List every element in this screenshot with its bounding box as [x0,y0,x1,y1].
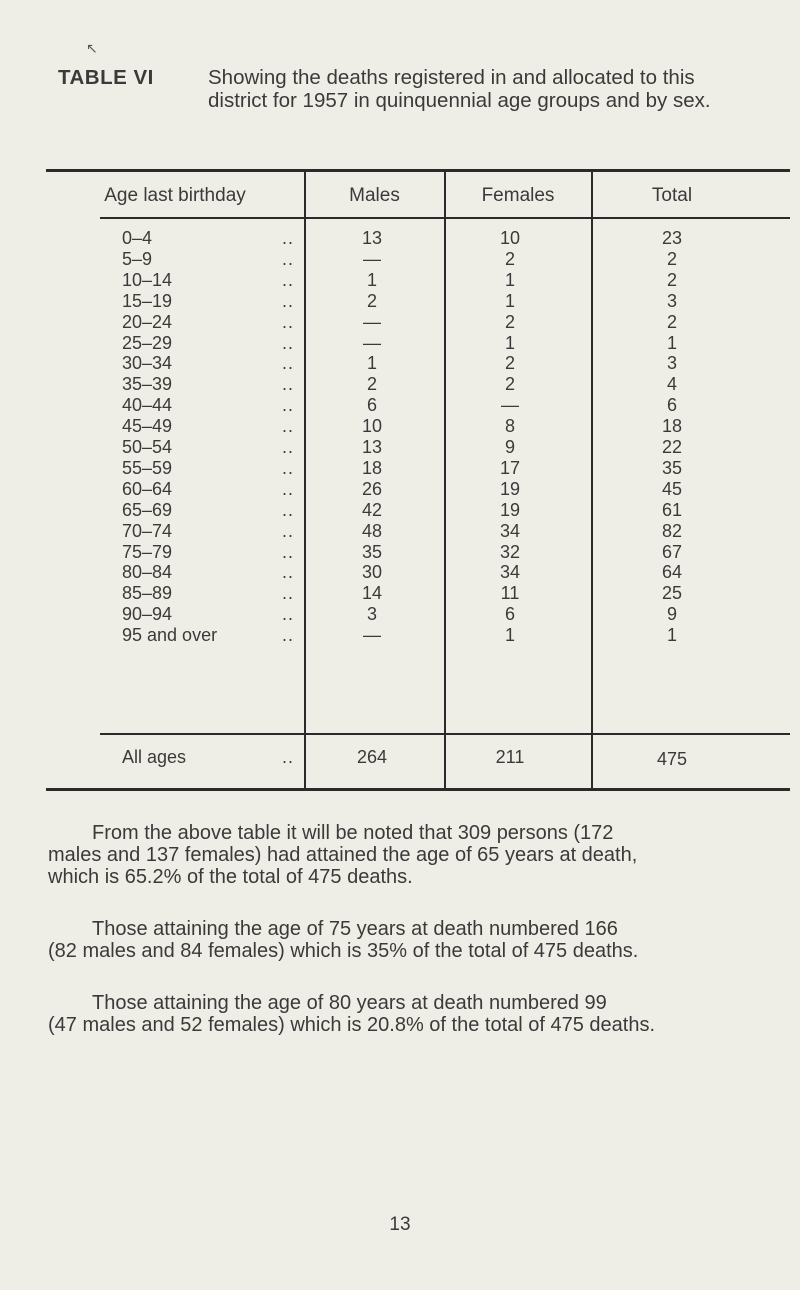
leader-dots: .. [282,478,295,499]
males-cell: 1 [366,353,377,374]
total-cell: 67 [661,541,683,562]
females-cell: 1 [504,625,515,646]
leader-dots: .. [282,625,295,646]
females-cell: 2 [504,353,515,374]
column-header-males: Males [349,185,400,206]
summary-paragraph [48,918,738,962]
paragraph-line: Those attaining the age of 80 years at death numbered 99 [92,992,607,1014]
age-group-cell: 35–39 [122,374,173,395]
age-group-cell: 95 and over [122,625,218,646]
total-cell: 35 [661,457,683,478]
table-label: TABLE VI [58,66,154,89]
males-cell: 6 [366,395,377,416]
total-cell: 61 [661,499,683,520]
females-cell: 9 [504,437,515,457]
leader-dots: .. [282,562,295,583]
males-cell: 13 [361,228,383,248]
column-divider [304,171,306,789]
paragraph-line: which is 65.2% of the total of 475 deaths. [48,866,413,888]
males-cell: — [363,311,381,332]
paragraph-line: males and 137 females) had attained the age of 65 years at death, [48,844,638,866]
leader-dots: .. [282,269,295,290]
males-cell: 3 [366,604,377,625]
total-cell: 23 [661,228,683,248]
males-cell: 18 [361,457,383,478]
leader-dots: .. [282,520,295,541]
males-cell: 42 [361,499,383,520]
age-group-cell: 40–44 [122,395,173,416]
age-group-cell: 65–69 [122,499,173,520]
paragraph-line: From the above table it will be noted that 309 persons (172 [92,822,614,844]
leader-dots: .. [282,311,295,332]
total-cell: 2 [666,311,677,332]
total-all: 475 [656,749,688,769]
total-cell: 9 [666,604,677,625]
age-group-cell: 75–79 [122,541,173,562]
males-cell: 10 [361,416,383,437]
leader-dots: .. [282,583,295,604]
age-group-cell: 45–49 [122,416,173,437]
leader-dots: .. [282,248,295,269]
age-group-cell: 60–64 [122,478,173,499]
table-bottom-rule [46,788,790,791]
total-cell: 1 [666,332,677,353]
leader-dots: .. [282,332,295,353]
corner-mark: ↖ [86,40,98,56]
paragraph-line: Those attaining the age of 75 years at death numbered 166 [92,918,618,940]
age-group-cell: 15–19 [122,290,173,311]
total-cell: 3 [666,353,677,374]
age-group-cell: 0–4 [122,228,153,248]
females-cell: 6 [504,604,515,625]
leader-dots: .. [282,541,295,562]
males-cell: 1 [366,269,377,290]
total-cell: 22 [661,437,683,457]
total-cell: 2 [666,269,677,290]
leader-dots: .. [282,437,295,457]
leader-dots: .. [282,374,295,395]
males-cell: 35 [361,541,383,562]
table-top-rule [46,169,790,172]
total-females: 211 [495,747,525,767]
leader-dots: .. [282,395,295,416]
age-group-cell: 20–24 [122,311,173,332]
leader-dots: .. [282,416,295,437]
females-cell: 2 [504,311,515,332]
leader-dots: .. [282,290,295,311]
leader-dots: .. [282,457,295,478]
age-group-cell: 30–34 [122,353,173,374]
males-cell: 14 [361,583,383,604]
column-divider [444,171,446,789]
total-cell: 6 [666,395,677,416]
total-cell: 25 [661,583,683,604]
females-cell: 34 [499,562,521,583]
females-cell: 19 [499,478,521,499]
age-group-cell: 70–74 [122,520,173,541]
age-group-cell: 90–94 [122,604,173,625]
females-cell: 1 [504,332,515,353]
column-header-age: Age last birthday [104,185,246,206]
males-cell: 13 [361,437,383,457]
paragraph-line: (82 males and 84 females) which is 35% of the total of 475 deaths. [48,940,639,962]
total-cell: 2 [666,248,677,269]
females-cell: 1 [504,290,515,311]
females-cell: 32 [499,541,521,562]
age-group-cell: 50–54 [122,437,173,457]
age-group-cell: 10–14 [122,269,173,290]
summary-paragraph [48,822,738,888]
total-cell: 45 [661,478,683,499]
females-cell: 2 [504,374,515,395]
males-cell: 48 [361,520,383,541]
leader-dots: .. [282,228,295,248]
summary-paragraph [48,992,738,1036]
females-cell: 10 [499,228,521,248]
paragraph-line: (47 males and 52 females) which is 20.8% of the total of 475 deaths. [48,1014,656,1036]
males-cell: 26 [361,478,383,499]
males-cell: 30 [361,562,383,583]
leader-dots: .. [282,353,295,374]
total-cell: 82 [661,520,683,541]
total-cell: 4 [666,374,677,395]
males-cell: 2 [366,290,377,311]
table-description: Showing the deaths registered in and allocated to this district for 1957 in quinquennial age groups and by sex. [208,66,711,112]
females-cell: 17 [499,457,521,478]
males-cell: — [363,332,381,353]
females-cell: 1 [504,269,515,290]
age-group-cell: 55–59 [122,457,173,478]
totals-label: All ages [122,747,187,767]
leader-dots: .. [282,499,295,520]
total-males: 264 [356,747,388,767]
females-cell: 2 [504,248,515,269]
age-group-cell: 85–89 [122,583,173,604]
total-cell: 18 [661,416,683,437]
column-header-total: Total [651,185,693,206]
females-cell: — [501,395,519,416]
leader-dots: .. [282,747,295,767]
females-cell: 34 [499,520,521,541]
males-cell: — [363,248,381,269]
age-group-cell: 80–84 [122,562,173,583]
females-cell: 19 [499,499,521,520]
males-cell: — [363,625,381,646]
total-cell: 1 [666,625,677,646]
males-cell: 2 [366,374,377,395]
page-number: 13 [389,1214,411,1235]
column-divider [591,171,593,789]
females-cell: 8 [504,416,515,437]
age-group-cell: 5–9 [122,248,153,269]
leader-dots: .. [282,604,295,625]
age-group-cell: 25–29 [122,332,173,353]
total-cell: 64 [661,562,683,583]
total-cell: 3 [666,290,677,311]
column-header-females: Females [481,185,555,206]
females-cell: 11 [500,583,520,604]
